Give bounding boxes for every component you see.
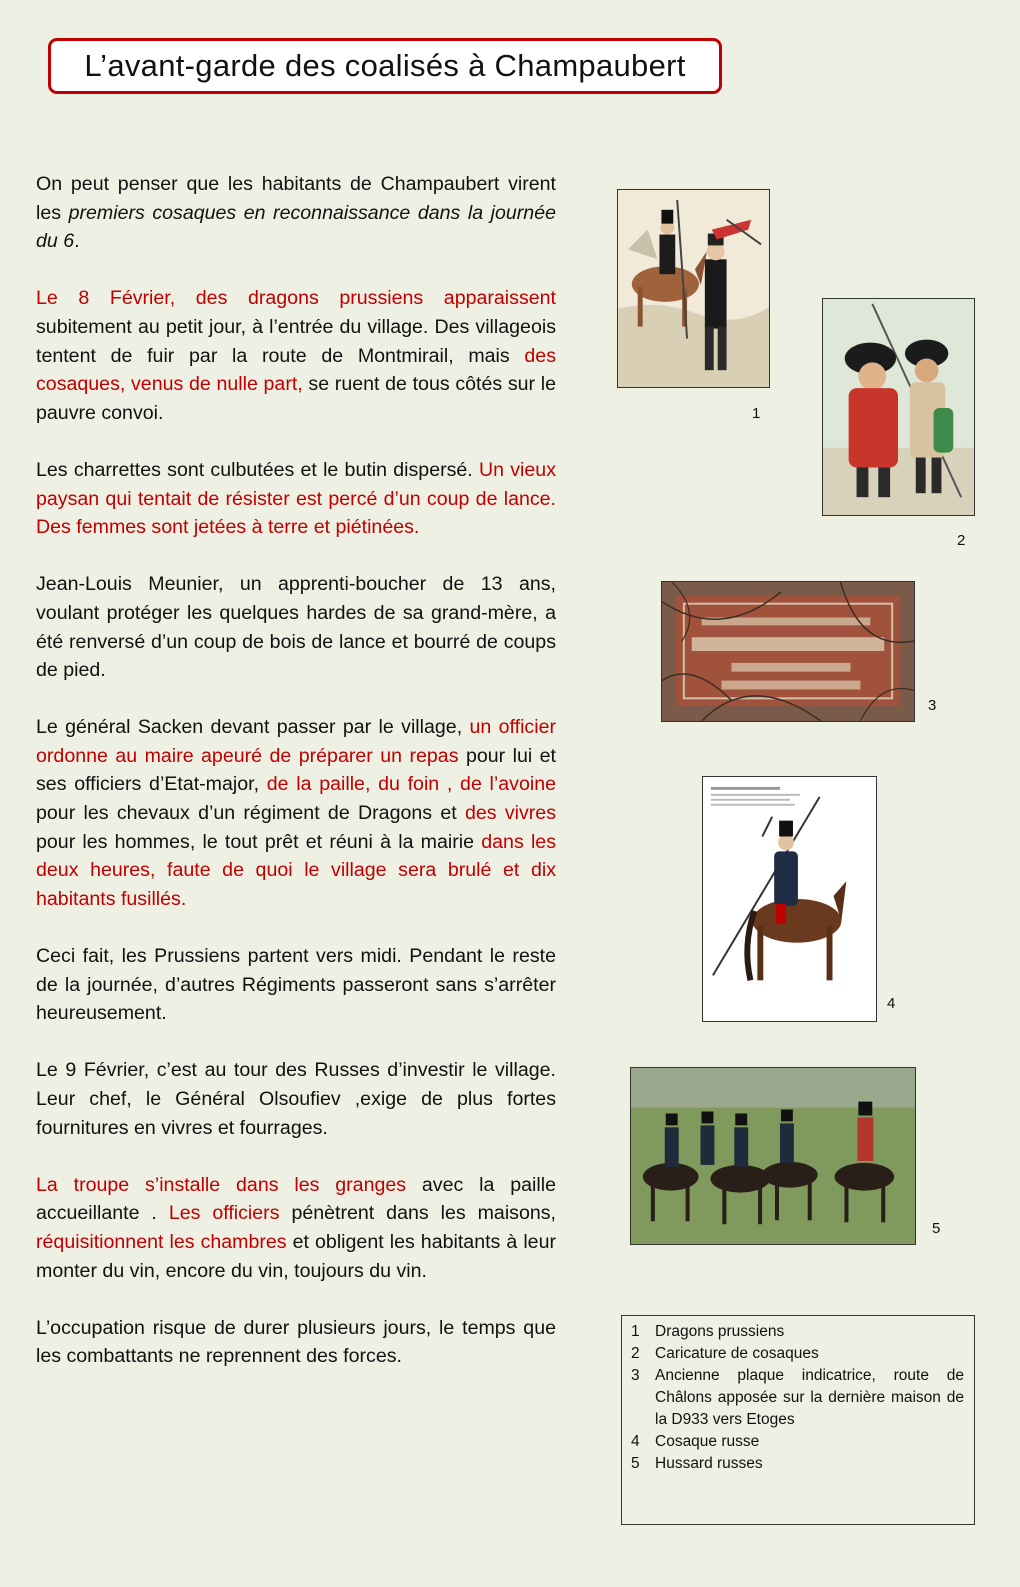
highlighted-text: Le 8 Février, des dragons prussiens apparaissent [36,287,556,310]
text-segment: . [74,230,80,253]
highlighted-text: des vivres [464,802,557,825]
legend-item-number: 4 [631,1433,640,1450]
figure-2 [822,298,975,516]
highlighted-text: un officier ordonne au maire apeuré de préparer un repas [36,716,556,767]
prussian-dragoons-illustration-icon [618,190,769,387]
highlighted-text: Un vieux paysan qui tentait de résister est percé d’un coup de lance. Des femmes sont jetées à terre et piétinées. [36,458,556,539]
figure-3-number: 3 [928,697,937,714]
legend-item [631,1431,964,1453]
text-segment: L’occupation risque de durer plusieurs jours, le temps que les combattants ne reprennent des forces. [36,1316,556,1368]
text-segment: Ceci fait, les Prussiens partent vers midi. Pendant le reste de la journée, d’autres Régiments passeront sans s’arrêter heureusement. [36,945,556,1025]
highlighted-text: des cosaques, venus de nulle part, [36,344,556,396]
highlighted-text: dans les deux heures, faute de quoi le village sera brulé et dix habitants fusillés. [36,830,556,910]
text-segment: premiers cosaques en reconnaissance dans la journée du 6 [36,201,556,253]
legend-item-number: 1 [631,1323,640,1340]
legend-item [631,1365,964,1431]
article-body [36,170,556,1400]
legend-item-number: 2 [631,1345,640,1362]
highlighted-text: de la paille, du foin , de l’avoine [266,773,556,796]
text-segment: Jean-Louis Meunier, un apprenti-boucher de 13 ans, voulant protéger les quelques hardes de sa grand-mère, a été renversé d’un coup de bois de lance et bourré de coups de pied. [36,573,556,682]
russian-hussars-photo-icon [631,1068,915,1244]
text-segment: On peut penser que les habitants de Champaubert virent les [36,173,556,224]
text-segment: pour lui et ses officiers d’Etat-major, [36,744,556,796]
figure-5 [630,1067,916,1245]
highlighted-text: Les officiers [168,1202,280,1225]
paragraph [36,456,556,542]
page-title: L’avant-garde des coalisés à Champaubert [84,48,686,83]
paragraph [36,1171,556,1285]
highlighted-text: réquisitionnent les chambres [36,1230,287,1253]
figure-4 [702,776,877,1022]
text-segment: pour les chevaux d’un régiment de Dragons et [36,802,465,825]
cossack-caricature-illustration-icon [823,299,974,515]
legend-item-number: 5 [631,1455,640,1472]
legend-item [631,1343,964,1365]
figure-3 [661,581,915,722]
text-segment: pour les hommes, le tout prêt et réuni à la mairie [36,830,482,853]
paragraph [36,713,556,913]
text-segment: subitement au petit jour, à l’entrée du village. Des villageois tentent de fuir par la route de Montmirail, mais [36,315,556,367]
legend-item-text: Cosaque russe [655,1433,760,1450]
text-segment: Les charrettes sont culbutées et le butin dispersé. [36,458,479,481]
paragraph [36,942,556,1028]
legend-item [631,1321,964,1343]
legend-item-text: Ancienne plaque indicatrice, route de Châlons apposée sur la dernière maison de la D933 vers Etoges [655,1367,964,1428]
paragraph [36,1056,556,1142]
highlighted-text: La troupe s’installe dans les granges [36,1173,407,1196]
figure-1-number: 1 [752,405,761,422]
figure-legend [621,1315,975,1525]
russian-cossack-illustration-icon [703,777,876,1021]
legend-item-text: Caricature de cosaques [655,1345,819,1362]
title-box [48,38,722,94]
paragraph [36,570,556,684]
legend-item-number: 3 [631,1367,640,1384]
legend-item-text: Dragons prussiens [655,1323,785,1340]
text-segment: Le général Sacken devant passer par le village, [36,716,470,739]
legend-item-text: Hussard russes [655,1455,763,1472]
figure-1 [617,189,770,388]
text-segment: pénètrent dans les maisons, [279,1202,557,1225]
paragraph [36,1314,556,1371]
legend-item [631,1453,964,1475]
figure-2-number: 2 [957,532,966,549]
paragraph [36,284,556,427]
text-segment: Le 9 Février, c’est au tour des Russes d’investir le village. Leur chef, le Général Olsoufiev ,exige de plus fortes fournitures en vivres et fourrages. [36,1059,556,1139]
figure-4-number: 4 [887,995,896,1012]
text-segment: et obligent les habitants à leur monter du vin, encore du vin, toujours du vin. [36,1230,556,1282]
paragraph [36,170,556,256]
old-road-sign-plaque-photo-icon [662,582,914,721]
figure-5-number: 5 [932,1220,941,1237]
text-segment: avec la paille accueillante . [36,1173,556,1225]
text-segment: se ruent de tous côtés sur le pauvre convoi. [36,373,556,424]
